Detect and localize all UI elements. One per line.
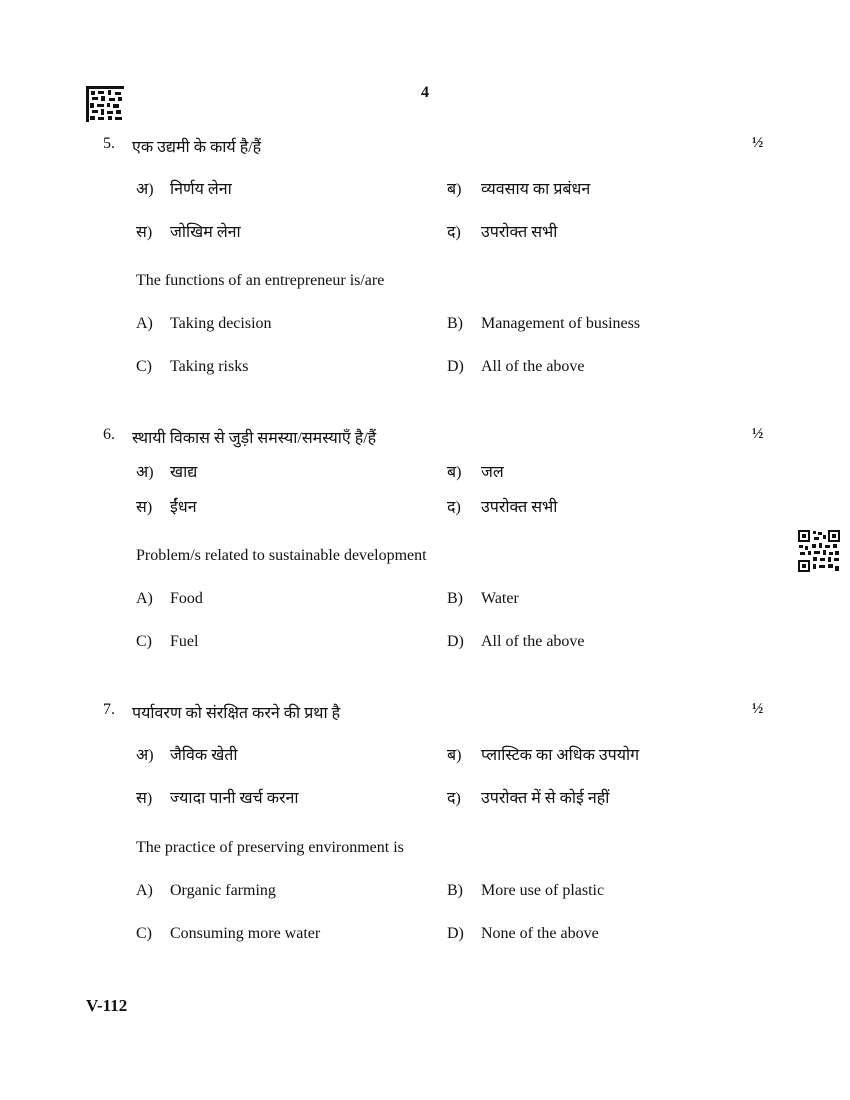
option-text: जल (481, 464, 504, 481)
option-key: अ) (136, 181, 154, 198)
option-key: C) (136, 358, 152, 375)
option-text: जोखिम लेना (170, 224, 241, 241)
option-c-hindi (136, 495, 197, 517)
option-key: D) (447, 358, 464, 375)
option-text: Taking decision (170, 315, 272, 332)
option-text: Consuming more water (170, 925, 321, 942)
option-key: A) (136, 590, 153, 607)
option-text: प्लास्टिक का अधिक उपयोग (481, 747, 640, 764)
question-marks: ½ (752, 426, 764, 442)
option-text: Fuel (170, 633, 199, 650)
option-text: Food (170, 590, 203, 607)
option-key: C) (136, 925, 152, 942)
option-b-hindi (447, 177, 590, 199)
option-a-hindi (136, 177, 232, 199)
option-d-hindi (447, 220, 557, 242)
question-number: 5. (103, 135, 115, 152)
option-b-english (447, 590, 519, 608)
question-text-hindi: स्थायी विकास से जुड़ी समस्या/समस्याएँ है/हैं (132, 430, 377, 447)
option-key: द) (447, 499, 461, 516)
question-text-english: The functions of an entrepreneur is/are (136, 272, 385, 289)
option-key: ब) (447, 747, 462, 764)
option-text: निर्णय लेना (170, 181, 232, 198)
question-marks: ½ (752, 701, 764, 717)
option-key: ब) (447, 464, 462, 481)
qr-code-icon (798, 530, 840, 572)
option-c-english (136, 633, 198, 651)
option-key: ब) (447, 181, 462, 198)
option-key: स) (136, 224, 153, 241)
option-d-hindi (447, 786, 609, 808)
option-key: द) (447, 790, 461, 807)
question-text-english: Problem/s related to sustainable development (136, 547, 427, 564)
option-key: B) (447, 590, 463, 607)
option-d-english (447, 358, 585, 376)
question-text-hindi: एक उद्यमी के कार्य है/हैं (132, 139, 262, 156)
option-b-hindi (447, 743, 639, 765)
question-number: 7. (103, 701, 115, 718)
option-c-english (136, 925, 320, 943)
option-key: स) (136, 790, 153, 807)
option-text: जैविक खेती (170, 747, 238, 764)
option-a-hindi (136, 743, 238, 765)
option-d-hindi (447, 495, 557, 517)
question-number: 6. (103, 426, 115, 443)
option-key: D) (447, 633, 464, 650)
option-text: All of the above (481, 358, 585, 375)
option-text: उपरोक्त सभी (481, 224, 558, 241)
option-key: स) (136, 499, 153, 516)
paper-code: V-112 (86, 996, 128, 1015)
option-b-hindi (447, 460, 504, 482)
option-key: द) (447, 224, 461, 241)
option-key: अ) (136, 747, 154, 764)
option-d-english (447, 633, 585, 651)
option-c-hindi (136, 786, 299, 808)
option-key: A) (136, 315, 153, 332)
option-a-english (136, 315, 272, 333)
option-d-english (447, 925, 599, 943)
option-text: व्यवसाय का प्रबंधन (481, 181, 591, 198)
option-text: उपरोक्त सभी (481, 499, 558, 516)
option-key: C) (136, 633, 152, 650)
option-b-english (447, 882, 604, 900)
option-text: Taking risks (170, 358, 249, 375)
option-text: Water (481, 590, 519, 607)
option-text: ज्यादा पानी खर्च करना (170, 790, 299, 807)
option-key: A) (136, 882, 153, 899)
option-c-hindi (136, 220, 241, 242)
option-key: B) (447, 315, 463, 332)
option-key: B) (447, 882, 463, 899)
option-c-english (136, 358, 248, 376)
option-text: ईंधन (170, 499, 197, 516)
option-a-english (136, 590, 203, 608)
option-text: Organic farming (170, 882, 276, 899)
option-text: All of the above (481, 633, 585, 650)
option-text: More use of plastic (481, 882, 605, 899)
option-text: Management of business (481, 315, 641, 332)
option-a-hindi (136, 460, 197, 482)
option-key: अ) (136, 464, 154, 481)
question-text-hindi: पर्यावरण को संरक्षित करने की प्रथा है (132, 705, 341, 722)
option-text: उपरोक्त में से कोई नहीं (481, 790, 610, 807)
option-text: None of the above (481, 925, 599, 942)
option-text: खाद्य (170, 464, 198, 481)
question-marks: ½ (752, 135, 764, 151)
page-number: 4 (421, 84, 429, 101)
question-text-english: The practice of preserving environment is (136, 839, 404, 856)
option-a-english (136, 882, 276, 900)
option-b-english (447, 315, 640, 333)
option-key: D) (447, 925, 464, 942)
